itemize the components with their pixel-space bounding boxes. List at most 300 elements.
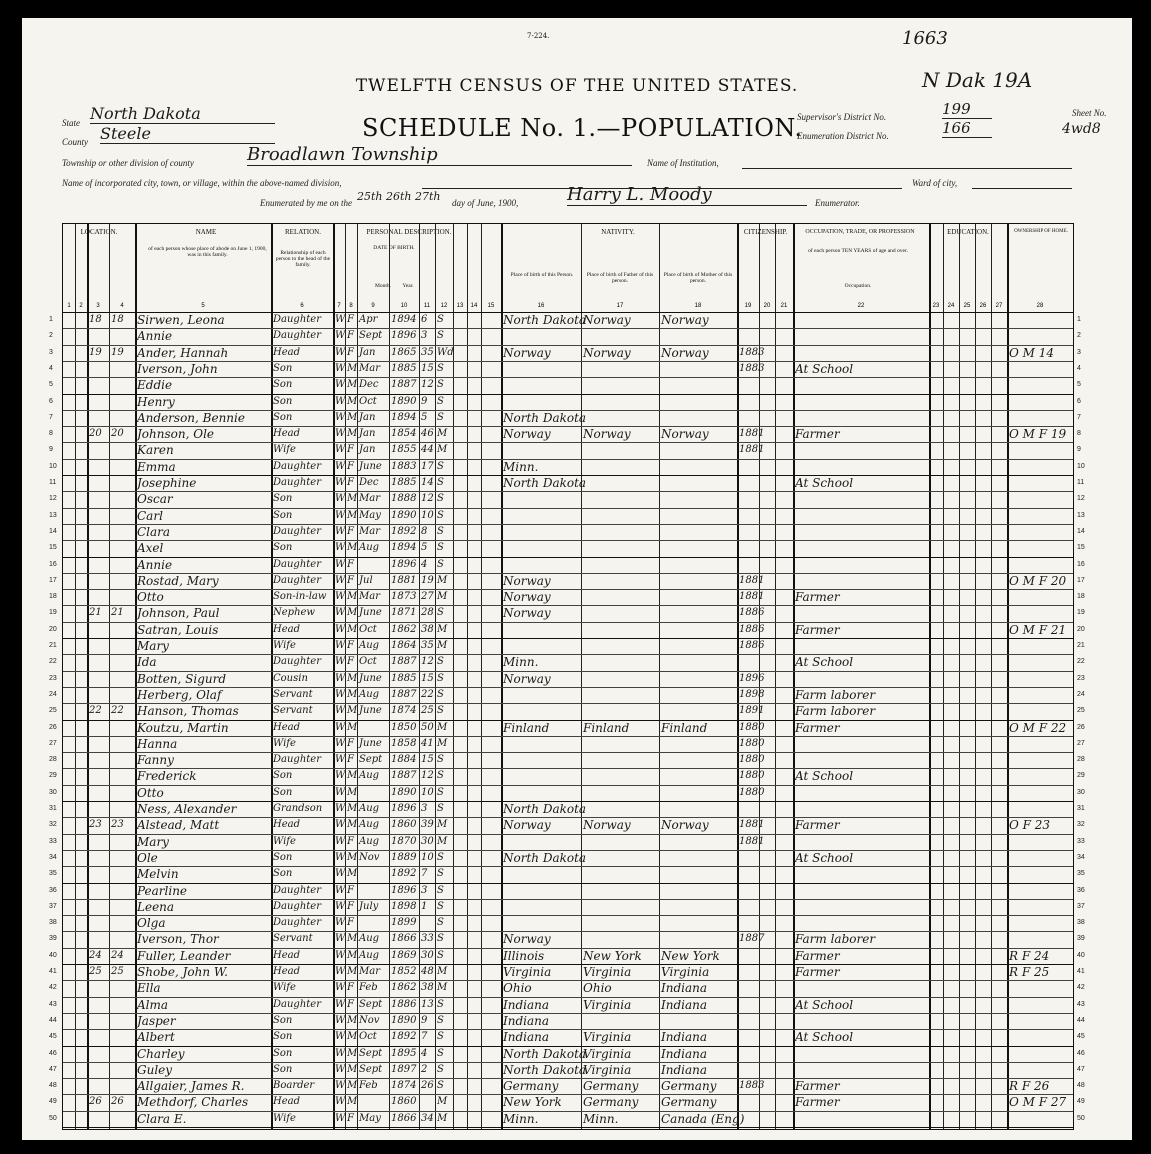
cell-occ: Farm laborer (795, 932, 876, 947)
cell-rel: Daughter (273, 998, 321, 1010)
line-number: 10 (1077, 462, 1085, 470)
cell-age: 35 (421, 346, 434, 358)
birth-father-heading: Place of birth of Father of this person. (586, 272, 654, 284)
cell-mo: Mar (359, 966, 380, 977)
cell-imm (739, 850, 758, 866)
group-name: NAME (195, 228, 217, 236)
cell-yr: 1870 (391, 835, 417, 847)
cell-dw (89, 410, 108, 426)
cell-pf: New York (583, 948, 642, 963)
column-number: 27 (995, 303, 1003, 309)
cell-rel: Daughter (273, 558, 321, 570)
line-number: 18 (49, 593, 57, 601)
cell-pob: Norway (503, 573, 551, 588)
group-ownership: OWNERSHIP OF HOME. (1014, 229, 1068, 234)
cell-age: 7 (421, 1031, 428, 1043)
line-number: 4 (49, 364, 53, 372)
cell-m: S (437, 379, 444, 391)
group-nativity: NATIVITY. (601, 228, 635, 236)
cell-pob (503, 703, 580, 719)
line-number: 36 (1077, 886, 1085, 894)
cell-m: S (437, 917, 444, 929)
cell-imm (739, 1111, 758, 1127)
column-number: 24 (947, 303, 955, 309)
line-number: 30 (49, 788, 57, 796)
cell-dw (89, 328, 108, 344)
table-row (49, 491, 1085, 507)
cell-pf: Virginia (583, 1046, 632, 1061)
month-heading: Month. (374, 283, 392, 289)
cell-occ (795, 442, 928, 458)
table-row (49, 1029, 1085, 1045)
cell-c: W (335, 1014, 346, 1026)
cell-rel: Wife (273, 1112, 296, 1124)
column-number: 21 (780, 303, 788, 309)
cell-imm: 1880 (739, 786, 765, 798)
cell-rel: Head (273, 1096, 301, 1108)
cell-age: 48 (421, 966, 434, 977)
line-number: 2 (49, 332, 53, 340)
cell-dw (89, 654, 108, 670)
cell-pob: Indiana (503, 997, 550, 1012)
table-row (49, 459, 1085, 475)
cell-yr: 1862 (391, 623, 417, 635)
cell-own: O M F 20 (1009, 573, 1067, 588)
cell-pm (661, 915, 736, 931)
cell-pob (503, 557, 580, 573)
cell-pob (503, 524, 580, 540)
cell-age: 2 (421, 1063, 428, 1075)
cell-c: W (335, 1096, 346, 1108)
table-row (49, 377, 1081, 393)
cell-age: 26 (421, 1080, 434, 1092)
cell-c: W (335, 379, 346, 391)
cell-name: Albert (137, 1030, 175, 1045)
cell-mo: July (359, 900, 379, 912)
cell-pob (503, 377, 580, 393)
cell-imm (739, 997, 758, 1013)
cell-age: 38 (421, 623, 434, 635)
cell-mo: Aug (359, 949, 380, 961)
cell-pm: Canada (Eng) (661, 1111, 745, 1126)
cell-s: M (347, 672, 358, 684)
cell-dw (89, 980, 108, 996)
cell-c: W (335, 1063, 346, 1075)
cell-pm (661, 573, 736, 589)
column-number: 11 (423, 303, 431, 309)
cell-pf (583, 605, 658, 621)
cell-dw (89, 736, 108, 752)
cell-dw (89, 1078, 108, 1094)
cell-name: Mary (137, 639, 169, 653)
cell-pf: Virginia (583, 997, 632, 1012)
line-number: 42 (49, 984, 57, 992)
table-row (49, 328, 1081, 344)
cell-age: 12 (421, 770, 434, 782)
line-number: 40 (1077, 951, 1085, 959)
cell-fam (111, 801, 134, 817)
cell-s: M (347, 362, 358, 374)
cell-pf (583, 801, 658, 817)
cell-fam: 24 (111, 949, 124, 961)
cell-fam (111, 997, 134, 1013)
cell-yr: 1874 (391, 705, 417, 717)
table-row (49, 312, 1081, 328)
cell-pob: North Dakota (503, 802, 587, 816)
cell-age: 25 (421, 705, 434, 717)
cell-name: Shobe, John W. (137, 965, 228, 979)
cell-pob: Norway (503, 671, 551, 686)
cell-pm: Finland (661, 720, 708, 735)
cell-m: M (437, 640, 448, 651)
table-row (49, 736, 1085, 752)
cell-yr: 1896 (391, 803, 417, 814)
state-label: State (62, 118, 80, 128)
cell-name: Axel (137, 541, 164, 556)
cell-fam (111, 328, 134, 344)
cell-s: F (347, 444, 354, 456)
cell-pob: Norway (503, 932, 551, 947)
cell-own (1009, 475, 1072, 491)
table-row (49, 980, 1085, 996)
line-number: 45 (1077, 1033, 1085, 1041)
cell-pob (503, 866, 580, 882)
column-number: 1 (67, 303, 71, 309)
cell-name: Alstead, Matt (137, 818, 220, 833)
table-row (49, 801, 1085, 817)
cell-yr: 1864 (391, 640, 417, 651)
cell-s: F (347, 982, 354, 994)
cell-dw (89, 801, 108, 817)
cell-pm: Indiana (661, 997, 708, 1012)
cell-pm: Germany (661, 1095, 717, 1110)
cell-age: 3 (421, 330, 428, 342)
cell-age: 30 (421, 949, 434, 961)
cell-m: S (437, 1014, 444, 1026)
cell-rel: Daughter (273, 330, 321, 342)
line-number: 37 (1077, 902, 1085, 910)
column-number: 4 (120, 303, 124, 309)
cell-rel: Wife (273, 444, 296, 456)
cell-own (1009, 850, 1072, 866)
line-number: 38 (49, 919, 57, 927)
cell-name: Methdorf, Charles (137, 1095, 249, 1110)
cell-dw (89, 1062, 108, 1078)
cell-mo: Feb (359, 982, 378, 994)
cell-mo (359, 557, 388, 573)
column-number: 23 (932, 303, 940, 309)
cell-own: O F 23 (1009, 818, 1051, 833)
cell-dw (89, 394, 108, 410)
cell-s: F (347, 460, 354, 472)
cell-name: Otto (137, 590, 164, 605)
cell-pob (503, 442, 580, 458)
cell-rel: Nephew (273, 607, 315, 619)
cell-name: Hanna (137, 736, 178, 751)
cell-mo: Oct (359, 623, 377, 635)
line-number: 15 (49, 544, 57, 552)
cell-imm (739, 964, 758, 980)
cell-pf (583, 491, 658, 507)
cell-pob: Germany (503, 1079, 559, 1094)
cell-rel: Daughter (273, 525, 321, 537)
table-row (49, 540, 1085, 556)
cell-s: F (347, 900, 354, 912)
cell-own: O M F 27 (1009, 1095, 1067, 1110)
line-number: 2 (1077, 332, 1081, 340)
cell-mo: Mar (359, 493, 380, 505)
table-row (49, 817, 1085, 833)
cell-rel: Head (273, 949, 301, 961)
cell-pob: North Dakota (503, 313, 587, 327)
cell-pob (503, 622, 580, 638)
cell-name: Fuller, Leander (137, 948, 231, 963)
table-row (49, 442, 1081, 458)
cell-pf (583, 410, 658, 426)
column-number: 17 (616, 303, 624, 309)
cell-fam (111, 459, 134, 475)
cell-c: W (335, 851, 346, 863)
cell-dw: 24 (89, 949, 102, 961)
cell-m: S (437, 607, 444, 619)
cell-rel: Daughter (273, 314, 321, 325)
cell-pf (583, 671, 658, 687)
cell-age: 10 (421, 786, 434, 798)
cell-name: Sirwen, Leona (137, 313, 225, 327)
cell-imm: 1896 (739, 672, 765, 684)
cell-occ (795, 491, 928, 507)
cell-name: Ella (137, 981, 161, 996)
cell-rel: Head (273, 428, 301, 440)
cell-name: Johnson, Ole (137, 427, 215, 442)
cell-pf (583, 883, 658, 899)
cell-s: F (347, 754, 354, 766)
cell-age: 28 (421, 607, 434, 619)
cell-pm (661, 703, 736, 719)
cell-name: Frederick (137, 769, 197, 784)
cell-pf (583, 540, 658, 556)
cell-imm: 1880 (739, 770, 765, 782)
cell-age: 22 (421, 688, 434, 700)
cell-occ (795, 410, 928, 426)
cell-pm (661, 622, 736, 638)
cell-mo: June (359, 737, 382, 749)
line-number: 19 (1077, 609, 1085, 617)
cell-m: S (437, 672, 444, 684)
cell-name: Ander, Hannah (137, 345, 229, 360)
line-number: 47 (49, 1065, 57, 1073)
cell-imm (739, 801, 758, 817)
cell-rel: Grandson (273, 803, 323, 814)
cell-imm (739, 475, 758, 491)
ward-line (972, 188, 1072, 189)
cell-fam (111, 866, 134, 882)
cell-c: W (335, 949, 346, 961)
cell-age: 5 (421, 411, 428, 423)
cell-pf (583, 752, 658, 768)
cell-mo (359, 883, 388, 899)
line-number: 50 (49, 1114, 57, 1122)
cell-yr: 1887 (391, 688, 417, 700)
cell-c: W (335, 542, 346, 554)
cell-own (1009, 328, 1072, 344)
line-number: 27 (1077, 739, 1085, 747)
cell-pob: Minn. (503, 1111, 539, 1126)
cell-dw (89, 540, 108, 556)
cell-imm (739, 883, 758, 899)
birth-mother-heading: Place of birth of Mother of this person. (663, 272, 733, 284)
cell-pm (661, 459, 736, 475)
table-row (49, 508, 1085, 524)
cell-fam (111, 1046, 134, 1062)
cell-imm (739, 328, 758, 344)
cell-mo: May (359, 509, 381, 521)
cell-rel: Servant (273, 705, 313, 717)
cell-name: Melvin (137, 867, 179, 882)
cell-c: W (335, 444, 346, 456)
cell-fam: 18 (111, 314, 124, 325)
cell-s: F (347, 656, 354, 668)
cell-own (1009, 752, 1072, 768)
cell-m: S (437, 688, 444, 700)
cell-occ (795, 801, 928, 817)
cell-own: O M F 19 (1009, 427, 1067, 442)
cell-dw (89, 850, 108, 866)
cell-dw: 26 (89, 1096, 102, 1108)
cell-own: O M F 21 (1009, 622, 1067, 637)
cell-c: W (335, 786, 346, 798)
cell-pf (583, 703, 658, 719)
column-number: 15 (487, 303, 495, 309)
cell-rel: Daughter (273, 884, 321, 896)
cell-s: M (347, 786, 358, 798)
cell-c: W (335, 509, 346, 521)
cell-pm: Indiana (661, 1062, 708, 1077)
cell-m: S (437, 395, 444, 407)
cell-own (1009, 1013, 1072, 1029)
cell-mo: Aug (359, 933, 380, 945)
cell-rel: Son (273, 379, 293, 391)
cell-name: Alma (137, 997, 169, 1012)
cell-c: W (335, 656, 346, 668)
cell-mo: Aug (359, 542, 380, 554)
line-number: 31 (1077, 805, 1085, 812)
cell-rel: Wife (273, 640, 296, 651)
cell-m: S (437, 786, 444, 798)
line-number: 48 (1077, 1082, 1085, 1090)
cell-age: 13 (421, 998, 434, 1010)
cell-occ: Farmer (795, 590, 840, 605)
cell-pm: New York (661, 948, 720, 963)
cell-pm (661, 866, 736, 882)
cell-occ (795, 1013, 928, 1029)
line-number: 42 (1077, 984, 1085, 992)
line-number: 46 (49, 1049, 57, 1057)
cell-age: 35 (421, 640, 434, 651)
cell-dw: 22 (89, 705, 102, 717)
state-stamp: N Dak 19A (922, 68, 1033, 92)
cell-imm: 1881 (739, 574, 765, 586)
cell-c: W (335, 754, 346, 766)
cell-dw (89, 687, 108, 703)
cell-imm (739, 980, 758, 996)
cell-c: W (335, 884, 346, 896)
cell-m: Wd (437, 346, 454, 358)
cell-fam (111, 638, 134, 654)
cell-pm (661, 442, 736, 458)
relation-description: Relationship of each person to the head of the family. (275, 250, 331, 268)
cell-dw (89, 899, 108, 915)
line-number: 41 (1077, 968, 1085, 975)
cell-imm (739, 459, 758, 475)
table-row (49, 1111, 1085, 1127)
cell-mo: Oct (359, 1031, 377, 1043)
line-number: 1 (49, 316, 53, 323)
cell-age: 15 (421, 754, 434, 766)
cell-pm (661, 410, 736, 426)
cell-pob (503, 394, 580, 410)
cell-age: 3 (421, 803, 428, 814)
cell-age (421, 915, 434, 931)
cell-c: W (335, 1112, 346, 1124)
line-number: 8 (1077, 430, 1081, 438)
column-number: 19 (744, 303, 752, 309)
cell-dw (89, 1046, 108, 1062)
table-row (49, 850, 1085, 866)
table-row (49, 1046, 1085, 1062)
cell-dw: 23 (89, 819, 102, 831)
cell-yr: 1890 (391, 786, 417, 798)
cell-pf: Norway (583, 313, 631, 327)
cell-name: Iverson, Thor (137, 932, 219, 947)
line-number: 9 (1077, 446, 1081, 454)
cell-imm (739, 312, 758, 328)
cell-s: F (347, 330, 354, 342)
cell-m: M (437, 591, 448, 603)
cell-mo: May (359, 1112, 381, 1124)
cell-imm: 1887 (739, 933, 765, 945)
cell-name: Charley (137, 1046, 185, 1061)
cell-c: W (335, 607, 346, 619)
group-personal: PERSONAL DESCRIPTION. (366, 228, 452, 236)
cell-pob: North Dakota (503, 850, 587, 865)
cell-mo: Sept (359, 1063, 383, 1075)
table-row (49, 410, 1081, 426)
cell-own (1009, 557, 1072, 573)
line-number: 5 (1077, 381, 1081, 389)
cell-own (1009, 866, 1072, 882)
cell-rel: Head (273, 819, 301, 831)
table-row (49, 361, 1081, 377)
cell-occ (795, 1111, 928, 1127)
cell-yr: 1890 (391, 395, 417, 407)
cell-pm: Norway (661, 427, 709, 442)
enumeration-label: Enumeration District No. (797, 131, 889, 141)
cell-s: M (347, 868, 358, 880)
cell-age: 9 (421, 1014, 428, 1026)
cell-rel: Son (273, 1014, 293, 1026)
enumerator-name: Harry L. Moody (567, 184, 807, 206)
cell-pob (503, 491, 580, 507)
cell-pf: Ohio (583, 981, 612, 996)
year-heading: Year. (402, 283, 414, 289)
cell-age: 6 (421, 314, 428, 325)
cell-own (1009, 687, 1072, 703)
cell-fam: 22 (111, 705, 124, 717)
line-number: 33 (49, 837, 57, 845)
cell-imm: 1886 (739, 623, 765, 635)
cell-yr: 1885 (391, 477, 417, 488)
